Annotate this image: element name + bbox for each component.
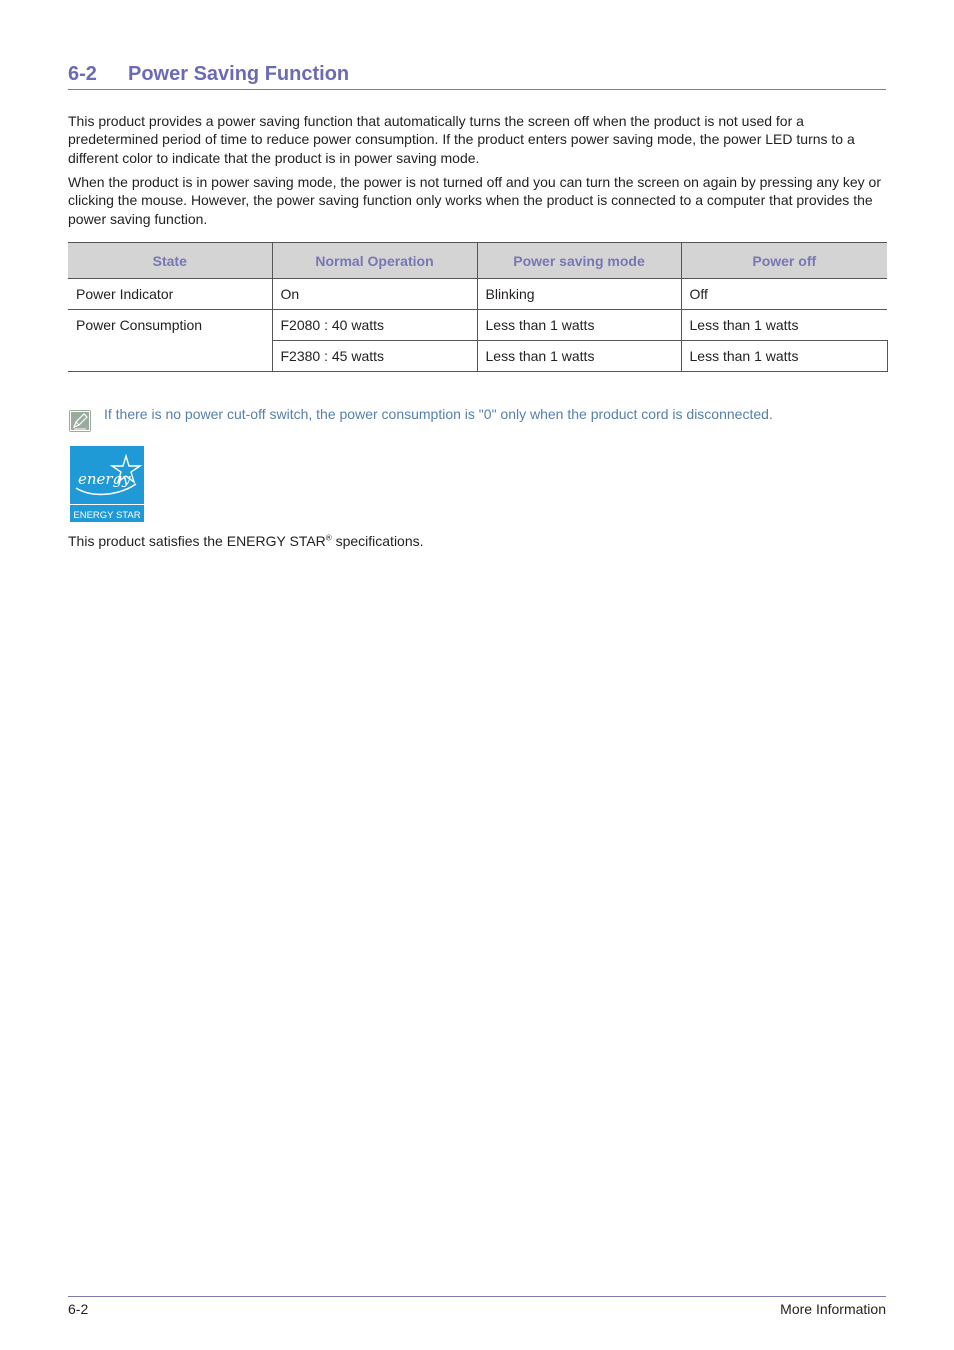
table-cell: F2080 : 40 watts [272, 310, 477, 341]
section-heading [68, 62, 886, 90]
table-row [68, 279, 887, 310]
footer-page-number: 6-2 [68, 1301, 89, 1317]
statement-text: This product satisfies the ENERGY STAR [68, 533, 326, 549]
section-number: 6-2 [68, 63, 97, 85]
table-header-row [68, 243, 887, 279]
energy-star-emblem-icon [70, 446, 144, 504]
table-cell: Power Consumption [68, 310, 272, 372]
statement-text-end: specifications. [331, 533, 424, 549]
power-state-table [68, 242, 888, 372]
energy-star-logo [70, 446, 144, 522]
table-cell: F2380 : 45 watts [272, 341, 477, 372]
table-cell: Less than 1 watts [681, 341, 887, 372]
header-normal-operation: Normal Operation [272, 243, 477, 279]
header-state: State [68, 243, 272, 279]
power-saving-paragraph: When the product is in power saving mode, the power is not turned off and you can turn the screen on again by pressing any key or clicking the mouse. However, the power saving function only works when the product is connected to a computer that provides the power saving function. [68, 174, 881, 227]
footer-divider [68, 1296, 886, 1297]
table-cell: Less than 1 watts [477, 310, 681, 341]
registered-mark: ® [325, 533, 332, 543]
table-cell: Less than 1 watts [681, 310, 887, 341]
header-power-saving-mode: Power saving mode [477, 243, 681, 279]
table-cell: Off [681, 279, 887, 310]
energy-star-statement [68, 533, 424, 549]
energy-star-band-text: ENERGY STAR [73, 510, 141, 521]
table-row [68, 310, 887, 341]
section-title: Power Saving Function [128, 63, 350, 85]
energy-star-band [70, 504, 144, 522]
table-cell: Less than 1 watts [477, 341, 681, 372]
table-cell: Blinking [477, 279, 681, 310]
energy-script-text: energy [78, 470, 131, 488]
note-text: If there is no power cut-off switch, the power consumption is "0" only when the product cord is disconnected. [104, 406, 773, 422]
table-cell: On [272, 279, 477, 310]
intro-paragraph: This product provides a power saving function that automatically turns the screen off when the product is not used for a predetermined period of time to reduce power consumption. If the product enters power saving mode, the power LED turns to a different color to indicate that the product is in power saving mode. [68, 113, 855, 166]
header-power-off: Power off [681, 243, 887, 279]
table-cell: Power Indicator [68, 279, 272, 310]
footer-chapter-title: More Information [780, 1301, 886, 1317]
note-pencil-icon [69, 410, 91, 432]
